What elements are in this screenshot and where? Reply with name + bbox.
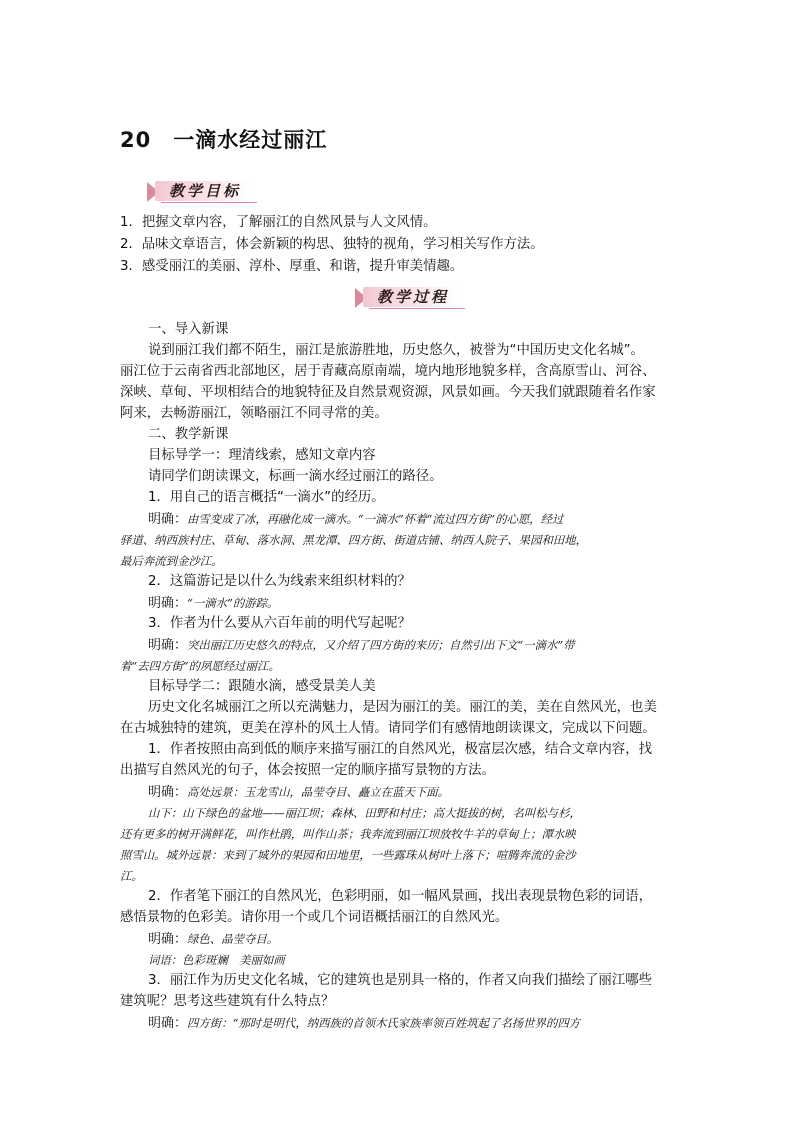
text-line: 说到丽江我们都不陌生，丽江是旅游胜地，历史悠久，被誉为“中国历史文化名城”。	[148, 343, 644, 358]
answer-prefix: 明确：	[148, 512, 188, 527]
answer-prefix: 明确：	[148, 932, 188, 947]
answer-line: 照雪山。城外远景：来到了城外的果园和田地里，一些露珠从树叶上落下；喧腾奔流的金沙	[120, 848, 576, 862]
answer-line: 明确：高处远景：玉龙雪山，晶莹夺目、矗立在蓝天下面。	[148, 785, 450, 800]
answer-line: 山下：山下绿色的盆地——丽江坝；森林、田野和村庄；高大挺拔的树，名叫松与杉，	[148, 806, 581, 820]
question-line: 感悟景物的色彩美。请你用一个或几个词语概括丽江的自然风光。	[120, 910, 509, 925]
subheading-line: 目标导学二：跟随水滴，感受景美人美	[148, 679, 376, 694]
heading-line: 一、导入新课	[148, 322, 229, 337]
question-line: 3．丽江作为历史文化名城，它的建筑也是别具一格的，作者又向我们描绘了丽江哪些	[148, 973, 652, 988]
section-heading-process	[355, 286, 475, 310]
question-line: 1．用自己的语言概括“一滴水”的经历。	[148, 490, 385, 505]
heading-line: 二、教学新课	[148, 427, 229, 442]
answer-line: 江。	[120, 869, 143, 883]
answer-line: 明确：“一滴水”的游踪。	[148, 596, 279, 611]
answer-prefix: 明确：	[148, 638, 188, 653]
goal-item: 2．品味文章语言，体会新颖的构思、独特的视角，学习相关写作方法。	[120, 237, 544, 252]
question-line: 2．这篇游记是以什么为线索来组织材料的？	[148, 574, 411, 589]
answer-prefix: 明确：	[148, 1016, 188, 1031]
text-line: 历史文化名城丽江之所以充满魅力，是因为丽江的美。丽江的美，美在自然风光，也美	[148, 700, 657, 715]
text-line: 丽江位于云南省西北部地区，居于青藏高原南端，境内地形地貌多样，含高原雪山、河谷、	[120, 364, 656, 379]
goal-item: 3．感受丽江的美丽、淳朴、厚重、和谐，提升审美情趣。	[120, 259, 464, 274]
question-line: 出描写自然风光的句子，体会按照一定的顺序描写景物的方法。	[120, 763, 495, 778]
question-line: 1．作者按照由高到低的顺序来描写丽江的自然风光，极富层次感，结合文章内容，找	[148, 742, 652, 757]
question-line: 3．作者为什么要从六百年前的明代写起呢？	[148, 616, 411, 631]
answer-line: 明确：绿色、晶莹夺目。	[148, 932, 279, 947]
answer-prefix: 明确：	[148, 596, 188, 611]
goal-item: 1．把握文章内容，了解丽江的自然风景与人文风情。	[120, 215, 437, 230]
answer-line: 最后奔流到金沙江。	[120, 554, 223, 568]
question-line: 建筑呢？思考这些建筑有什么特点？	[120, 994, 335, 1009]
section-label: 教学目标	[169, 182, 242, 200]
section-label: 教学过程	[377, 288, 450, 306]
lesson-title: 20 一滴水经过丽江	[120, 128, 328, 152]
text-line: 深峡、草甸、平坝相结合的地貌特征及自然景观资源，风景如画。今天我们就跟随着名作家	[120, 385, 656, 400]
text-line: 阿来，去畅游丽江，领略丽江不同寻常的美。	[120, 406, 388, 421]
answer-line: 着“去四方街”的夙愿经过丽江。	[120, 659, 280, 673]
answer-line: 驿道、纳西族村庄、草甸、落水洞、黑龙潭、四方街、街道店铺、纳西人院子、果园和田地，	[120, 533, 588, 547]
text-line: 在古城独特的建筑，更美在淳朴的风土人情。请同学们有感情地朗读课文，完成以下问题。	[120, 721, 656, 736]
answer-line: 明确：突出丽江历史悠久的特点，又介绍了四方街的来历；自然引出下文“一滴水”带	[148, 638, 575, 653]
section-heading-goals	[147, 180, 267, 204]
text-line: 请同学们朗读课文，标画一滴水经过丽江的路径。	[148, 469, 443, 484]
answer-line: 还有更多的树开满鲜花，叫作杜鹃，叫作山茶；我奔流到丽江坝放牧牛羊的草甸上；潭水映	[120, 827, 576, 841]
subheading-line: 目标导学一：理清线索，感知文章内容	[148, 448, 376, 463]
answer-line: 明确：四方街：“那时是明代，纳西族的首领木氏家族率领百姓筑起了名扬世界的四方	[148, 1016, 581, 1031]
answer-line: 明确：由雪变成了冰，再融化成一滴水。“一滴水”怀着“流过四方街”的心愿，经过	[148, 512, 564, 527]
answer-prefix: 明确：	[148, 785, 188, 800]
answer-line: 词语：色彩斑斓 美丽如画	[148, 953, 285, 967]
question-line: 2．作者笔下丽江的自然风光，色彩明丽，如一幅风景画，找出表现景物色彩的词语，	[148, 889, 652, 904]
